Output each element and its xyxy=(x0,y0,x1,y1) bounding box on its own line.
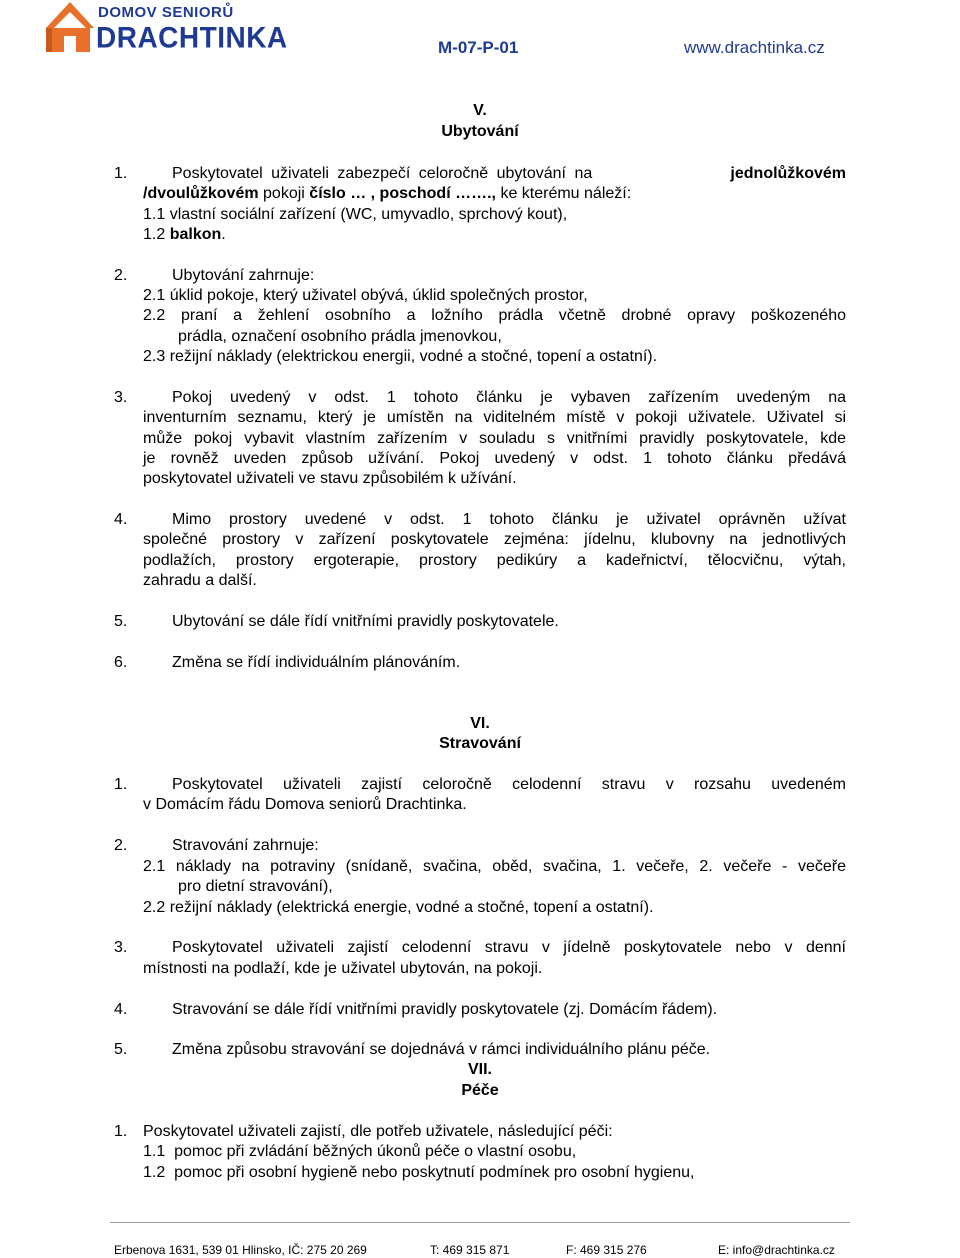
item-number: 2. xyxy=(114,837,128,854)
item-lead: Stravování zahrnuje: xyxy=(172,837,319,854)
item-text: pokoji xyxy=(263,185,305,202)
item-line: Poskytovatel uživateli zajistí celodenní stravu v jídelně poskytovatele nebo v denní xyxy=(172,939,846,956)
sub-item: 2.1 úklid pokoje, který uživatel obývá, úklid společných prostor, xyxy=(143,287,588,304)
sub-item: 1.2 pomoc při osobní hygieně nebo poskytnutí podmínek pro osobní hygienu, xyxy=(143,1164,695,1181)
sub-item: 2.2 režijní náklady (elektrická energie, vodné a stočné, topení a ostatní). xyxy=(143,899,654,916)
sub-item: 2.2 praní a žehlení osobního a ložního prádla včetně drobné opravy poškozeného xyxy=(143,307,846,324)
item-number: 1. xyxy=(114,776,128,793)
sub-item: 2.1 náklady na potraviny (snídaně, svačina, oběd, svačina, 1. večeře, 2. večeře - večeře xyxy=(143,858,846,875)
item-number: 5. xyxy=(114,613,128,630)
item-line: inventurním seznamu, který je umístěn na viditelném místě v pokoji uživatele. Uživatel si xyxy=(143,409,846,426)
item-lead: Poskytovatel uživateli zajistí, dle potřeb uživatele, následující péči: xyxy=(143,1123,613,1140)
item-line: může pokoj vybavit vlastním zařízením v souladu s vnitřními pravidly poskytovatele, kde xyxy=(143,430,846,447)
footer-email[interactable]: E: info@drachtinka.cz xyxy=(718,1243,835,1257)
section-vi-title: Stravování xyxy=(439,735,521,752)
item-text-bold: jednolůžkovém xyxy=(730,165,846,182)
logo-line1: DOMOV SENIORŮ xyxy=(98,4,234,21)
item-text-bold: číslo … , poschodí ……., xyxy=(309,185,496,202)
item-line: v Domácím řádu Domova seniorů Drachtinka. xyxy=(143,796,467,813)
sub-item-cont: pro dietní stravování), xyxy=(178,878,333,895)
item-line: Změna způsobu stravování se dojednává v rámci individuálního plánu péče. xyxy=(172,1041,711,1058)
item-line: Stravování se dále řídí vnitřními pravidly poskytovatele (zj. Domácím řádem). xyxy=(172,1001,718,1018)
item-text-bold: /dvoulůžkovém xyxy=(143,185,259,202)
item-number: 4. xyxy=(114,1001,128,1018)
item-number: 1. xyxy=(114,165,128,182)
item-line: Ubytování se dále řídí vnitřními pravidly poskytovatele. xyxy=(172,613,559,630)
item-lead: Ubytování zahrnuje: xyxy=(172,267,315,284)
sub-item-number: 1.2 xyxy=(143,226,166,243)
item-number: 3. xyxy=(114,939,128,956)
item-number: 3. xyxy=(114,389,128,406)
logo-line2: DRACHTINKA xyxy=(96,21,288,54)
item-number: 1. xyxy=(114,1123,128,1140)
sub-item-cont: prádla, označení osobního prádla jmenovkou, xyxy=(178,328,502,345)
item-line: společné prostory v zařízení poskytovatele zejména: jídelnu, klubovny na jednotlivých xyxy=(143,531,846,548)
item-number: 5. xyxy=(114,1041,128,1058)
item-number: 6. xyxy=(114,654,128,671)
item-text: Poskytovatel uživateli zabezpečí celoročně ubytování na xyxy=(172,165,593,182)
item-line: místnosti na podlaží, kde je uživatel ubytován, na pokoji. xyxy=(143,960,543,977)
item-line: podlažích, prostory ergoterapie, prostory pedikúry a kadeřnictví, tělocvičnu, výtah, xyxy=(143,552,846,569)
footer-address: Erbenova 1631, 539 01 Hlinsko, IČ: 275 20 269 xyxy=(114,1243,367,1257)
doc-code: M-07-P-01 xyxy=(438,38,519,57)
item-line: Změna se řídí individuálním plánováním. xyxy=(172,654,461,671)
sub-item: 2.3 režijní náklady (elektrickou energii, vodné a stočné, topení a ostatní). xyxy=(143,348,658,365)
sub-item: 1.1 vlastní sociální zařízení (WC, umyvadlo, sprchový kout), xyxy=(143,206,568,223)
sub-item-bold: balkon xyxy=(169,226,222,243)
section-v-number: V. xyxy=(473,102,487,119)
item-number: 2. xyxy=(114,267,128,284)
item-line: Pokoj uvedený v odst. 1 tohoto článku je vybaven zařízením uvedeným na xyxy=(172,389,846,406)
item-line: je rovněž uveden způsob užívání. Pokoj uvedený v odst. 1 tohoto článku předává xyxy=(143,450,846,467)
section-vii-title: Péče xyxy=(461,1082,499,1099)
item-line xyxy=(143,184,631,204)
item-line: Poskytovatel uživateli zajistí celoročně celodenní stravu v rozsahu uvedeném xyxy=(172,776,846,793)
item-number: 4. xyxy=(114,511,128,528)
item-line: zahradu a další. xyxy=(143,572,257,589)
sub-item xyxy=(143,225,226,245)
section-vii-number: VII. xyxy=(467,1061,492,1078)
item-line: Mimo prostory uvedené v odst. 1 tohoto článku je uživatel oprávněn užívat xyxy=(172,511,846,528)
footer-divider xyxy=(110,1222,850,1223)
house-logo-icon xyxy=(46,0,94,54)
sub-item-text: . xyxy=(221,226,226,243)
footer-fax: F: 469 315 276 xyxy=(566,1243,647,1257)
item-line xyxy=(172,164,846,184)
section-v-title: Ubytování xyxy=(441,123,519,140)
website[interactable]: www.drachtinka.cz xyxy=(684,38,825,57)
item-line: poskytovatel uživateli ve stavu způsobilém k užívání. xyxy=(143,470,517,487)
item-text: ke kterému náleží: xyxy=(500,185,632,202)
footer-phone: T: 469 315 871 xyxy=(430,1243,510,1257)
section-vi-number: VI. xyxy=(470,715,490,732)
sub-item: 1.1 pomoc při zvládání běžných úkonů péče o vlastní osobu, xyxy=(143,1143,577,1160)
